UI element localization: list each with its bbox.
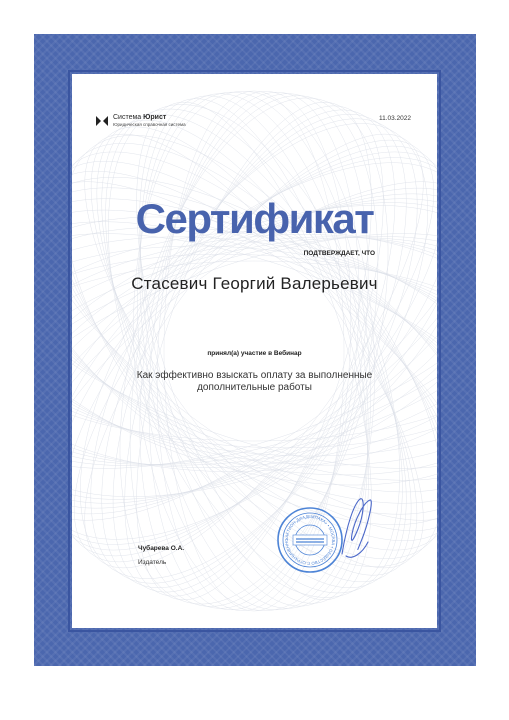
confirms-label: ПОДТВЕРЖДАЕТ, ЧТО <box>303 250 375 257</box>
logo-mark-icon <box>96 115 108 127</box>
logo-brand-name: Юрист <box>143 114 167 121</box>
official-stamp <box>272 484 382 584</box>
issue-date: 11.03.2022 <box>378 115 411 122</box>
certificate-title: Сертификат <box>135 195 374 242</box>
certificate-body <box>72 74 437 628</box>
stamp-ring-text: «АКТИОН-ДИАДЕМПАКА» • МОСКВА • ОБЩЕСТВО С ОГРАНИЧЕННО <box>283 513 337 567</box>
participation-label: принял(а) участие в Вебинар <box>207 350 302 357</box>
logo-brand <box>113 114 186 122</box>
recipient-name: Стасевич Георгий Валерьевич <box>131 274 378 293</box>
company-logo <box>96 114 186 128</box>
signer-name: Чубарева О.А. <box>138 545 185 552</box>
logo-brand-prefix: Система <box>113 114 142 121</box>
signer-role: Издатель <box>138 559 167 566</box>
logo-tagline: Юридическая справочная система <box>113 122 186 127</box>
webinar-title: Как эффективно взыскать оплату за выполненные дополнительные работы <box>136 370 373 393</box>
